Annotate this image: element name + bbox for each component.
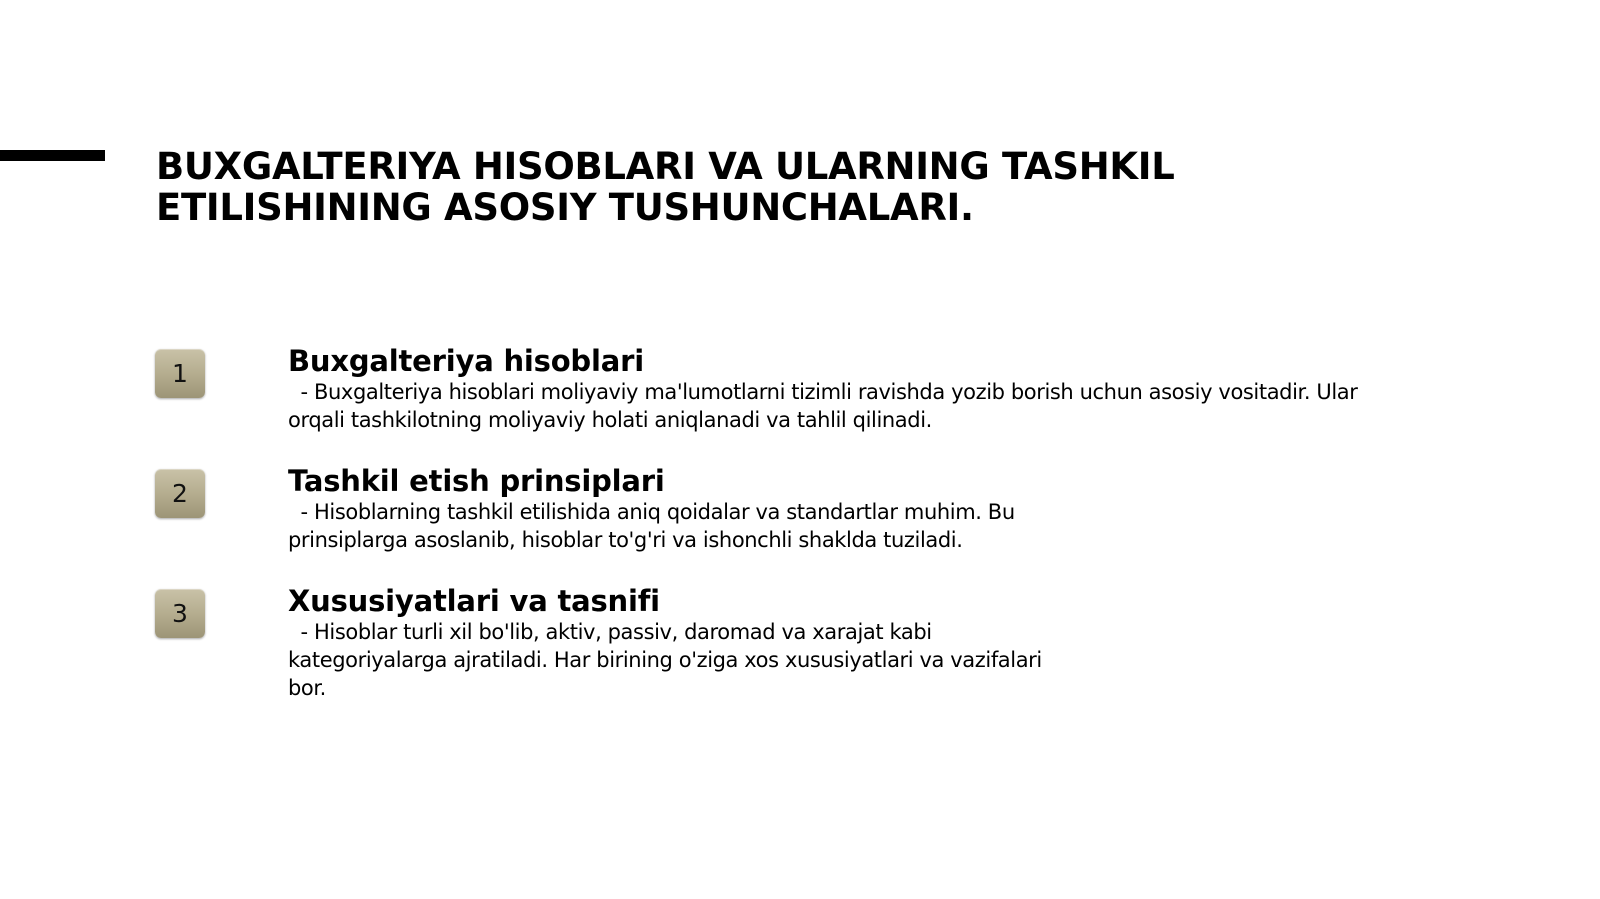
list-item-3-desc-line-3: bor. (288, 676, 326, 700)
slide-title-line-1: BUXGALTERIYA HISOBLARI VA ULARNING TASHKIL (156, 145, 1175, 188)
list-item-3-heading: Xususiyatlari va tasnifi (288, 584, 660, 618)
list-item-3-description (288, 618, 1042, 702)
list-item-2-heading: Tashkil etish prinsiplari (288, 464, 665, 498)
number-badge-1: 1 (155, 349, 205, 398)
list-item-3-desc-line-1: - Hisoblar turli xil bo'lib, aktiv, passiv, daromad va xarajat kabi (288, 620, 932, 644)
list-item-3-desc-line-2: kategoriyalarga ajratiladi. Har birining o'ziga xos xususiyatlari va vazifalari (288, 648, 1042, 672)
number-badge-2: 2 (155, 469, 205, 518)
list-item-2-desc-line-1: - Hisoblarning tashkil etilishida aniq qoidalar va standartlar muhim. Bu (288, 500, 1015, 524)
list-item-2-description (288, 498, 1015, 554)
list-item-1-desc-line-1: - Buxgalteriya hisoblari moliyaviy ma'lumotlarni tizimli ravishda yozib borish uchun asosiy vositadir. Ular (288, 380, 1358, 404)
list-item-1-desc-line-2: orqali tashkilotning moliyaviy holati aniqlanadi va tahlil qilinadi. (288, 408, 932, 432)
list-item-1-description (288, 378, 1358, 434)
list-item-2-content (288, 464, 1015, 554)
slide-title-line-2: ETILISHINING ASOSIY TUSHUNCHALARI. (156, 186, 974, 229)
list-item-2-desc-line-2: prinsiplarga asoslanib, hisoblar to'g'ri va ishonchli shaklda tuziladi. (288, 528, 963, 552)
list-item-1-content (288, 344, 1358, 434)
list-item-3-content (288, 584, 1042, 702)
number-badge-3: 3 (155, 589, 205, 638)
list-item-1-heading: Buxgalteriya hisoblari (288, 344, 644, 378)
